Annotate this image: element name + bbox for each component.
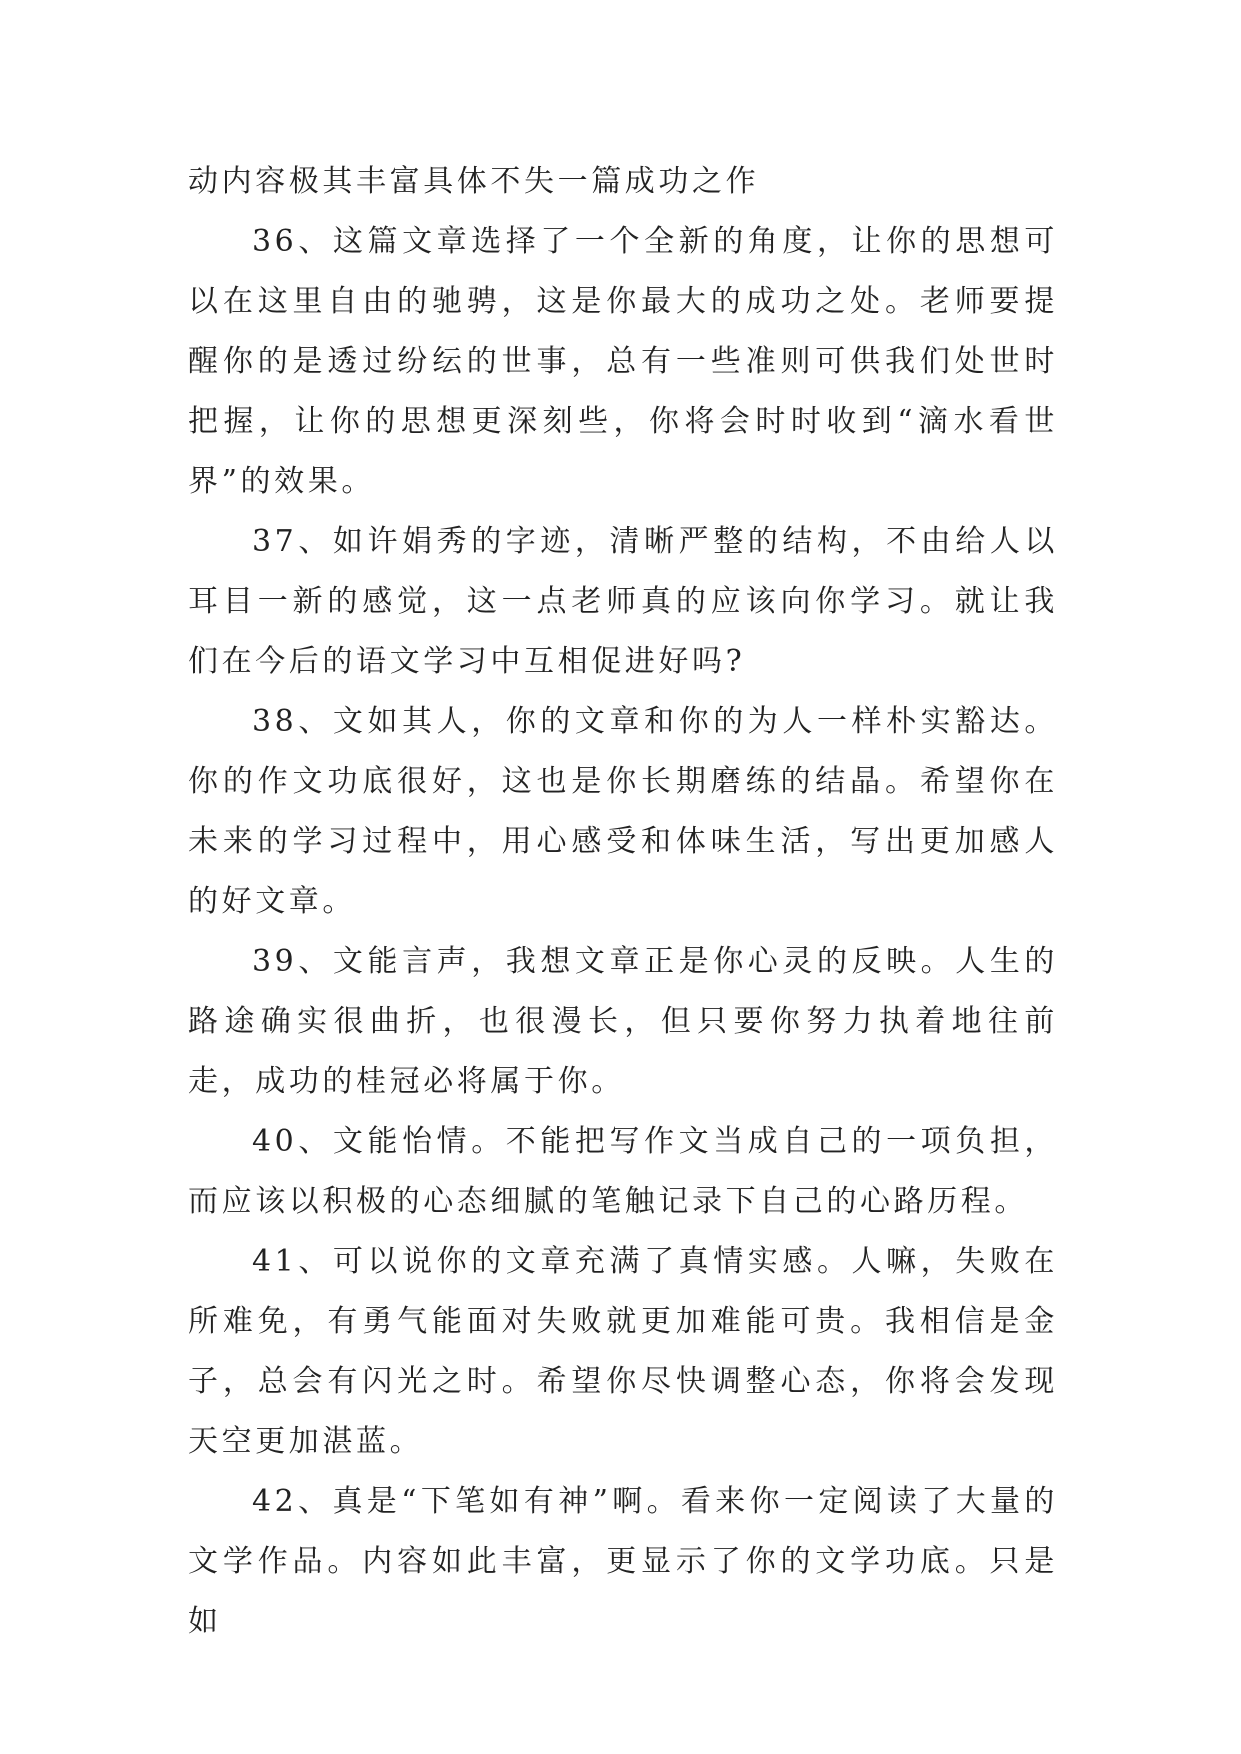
paragraph-41: 41、可以说你的文章充满了真情实感。人嘛，失败在所难免，有勇气能面对失败就更加难能可贵。我相信是金子，总会有闪光之时。希望你尽快调整心态，你将会发现天空更加湛蓝。	[188, 1244, 1058, 1459]
paragraph-42: 42、真是“下笔如有神”啊。看来你一定阅读了大量的文学作品。内容如此丰富，更显示了你的文学功底。只是如	[188, 1484, 1058, 1639]
paragraph-37: 37、如许娟秀的字迹，清晰严整的结构，不由给人以耳目一新的感觉，这一点老师真的应该向你学习。就让我们在今后的语文学习中互相促进好吗?	[188, 524, 1058, 679]
paragraph-continuation: 动内容极其丰富具体不失一篇成功之作	[188, 164, 760, 199]
paragraph-38: 38、文如其人，你的文章和你的为人一样朴实豁达。你的作文功底很好，这也是你长期磨练的结晶。希望你在未来的学习过程中，用心感受和体味生活，写出更加感人的好文章。	[188, 704, 1058, 919]
document-body	[188, 152, 1058, 1652]
paragraph-39: 39、文能言声，我想文章正是你心灵的反映。人生的路途确实很曲折，也很漫长，但只要你努力执着地往前走，成功的桂冠必将属于你。	[188, 944, 1058, 1099]
paragraph-36: 36、这篇文章选择了一个全新的角度，让你的思想可以在这里自由的驰骋，这是你最大的成功之处。老师要提醒你的是透过纷纭的世事，总有一些准则可供我们处世时把握，让你的思想更深刻些，你将会时时收到“滴水看世界”的效果。	[188, 224, 1058, 499]
paragraph-40: 40、文能怡情。不能把写作文当成自己的一项负担，而应该以积极的心态细腻的笔触记录下自己的心路历程。	[188, 1124, 1058, 1219]
